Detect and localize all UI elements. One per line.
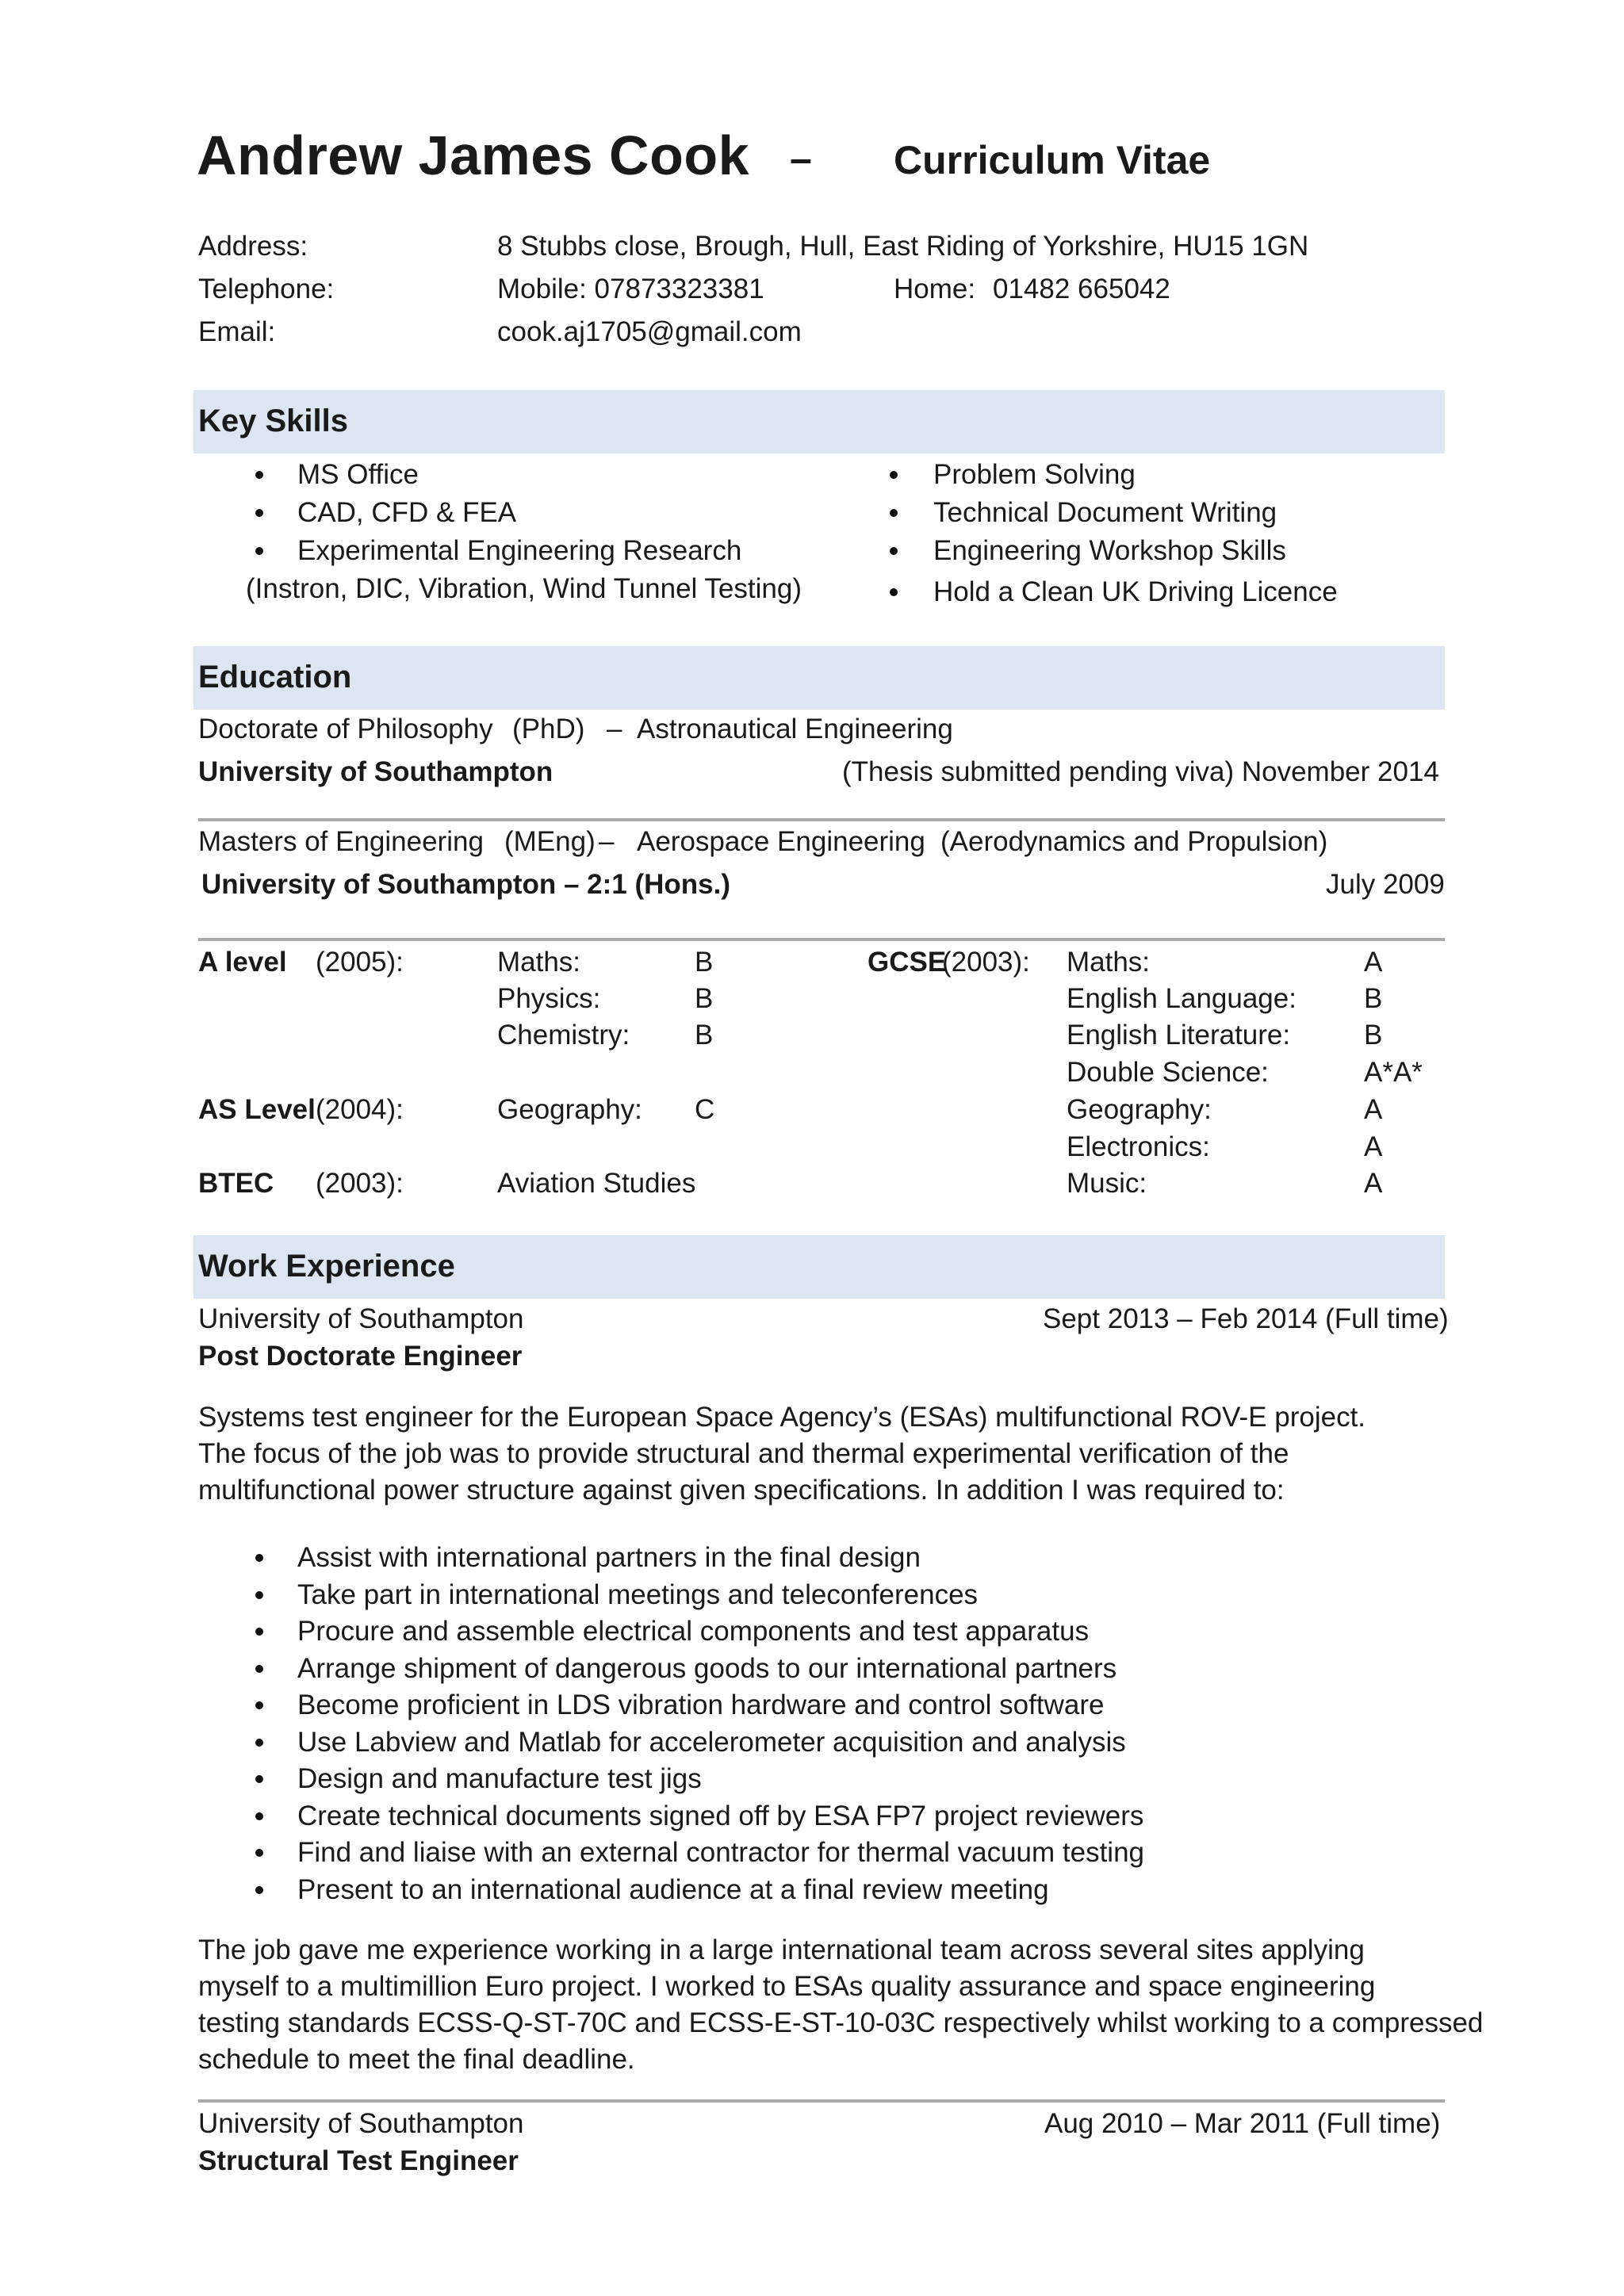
- duty-item: Design and manufacture test jigs: [297, 1763, 702, 1794]
- divider: [198, 2099, 1445, 2103]
- document-title: Curriculum Vitae: [894, 138, 1211, 182]
- bullet-icon: [255, 1739, 263, 1747]
- skill-item: Hold a Clean UK Driving Licence: [933, 576, 1338, 607]
- home-label: Home:: [894, 274, 976, 304]
- gcse-grade: A*A*: [1364, 1057, 1423, 1088]
- bullet-icon: [255, 1812, 263, 1820]
- key-skills-header: [193, 390, 1445, 453]
- bullet-icon: [255, 471, 263, 479]
- bullet-icon: [255, 1701, 263, 1709]
- phd-abbr: (PhD): [512, 714, 585, 744]
- job1-summary-line: myself to a multimillion Euro project. I worked to ESAs quality assurance and space engineering: [198, 1971, 1376, 2002]
- gcse-subject: Maths:: [1067, 947, 1151, 978]
- bullet-icon: [890, 471, 898, 479]
- meng-degree: Masters of Engineering: [198, 826, 484, 857]
- aslevel-grade: C: [695, 1094, 715, 1125]
- bullet-icon: [255, 1665, 263, 1673]
- job1-dates: Sept 2013 – Feb 2014 (Full time): [1043, 1303, 1449, 1334]
- duty-item: Become proficient in LDS vibration hardware and control software: [297, 1689, 1105, 1720]
- gcse-subject: Electronics:: [1067, 1131, 1210, 1162]
- bullet-icon: [255, 547, 263, 555]
- duty-item: Arrange shipment of dangerous goods to our international partners: [297, 1653, 1117, 1684]
- gcse-grade: A: [1364, 1094, 1383, 1125]
- gcse-subject: Music:: [1067, 1168, 1147, 1199]
- key-skills-title: Key Skills: [198, 404, 349, 438]
- meng-subject: Aerospace Engineering: [637, 826, 925, 857]
- bullet-icon: [255, 1849, 263, 1857]
- meng-institution: University of Southampton – 2:1 (Hons.): [201, 869, 730, 900]
- aslevel-subject: Geography:: [497, 1094, 642, 1125]
- work-experience-title: Work Experience: [198, 1249, 455, 1284]
- skill-item: MS Office: [297, 459, 419, 490]
- duty-item: Use Labview and Matlab for accelerometer acquisition and analysis: [297, 1727, 1126, 1758]
- phd-dash: –: [607, 714, 622, 744]
- job2-role: Structural Test Engineer: [198, 2145, 519, 2176]
- gcse-grade: A: [1364, 1168, 1383, 1199]
- gcse-year: (2003):: [942, 947, 1030, 978]
- btec-label: BTEC: [198, 1168, 274, 1199]
- duty-item: Take part in international meetings and teleconferences: [297, 1579, 979, 1610]
- bullet-icon: [255, 1554, 263, 1562]
- bullet-icon: [255, 1886, 263, 1894]
- mobile-number: Mobile: 07873323381: [497, 274, 764, 304]
- phd-date: (Thesis submitted pending viva) November 2014: [842, 756, 1439, 787]
- btec-subject: Aviation Studies: [497, 1168, 696, 1199]
- bullet-icon: [255, 1628, 263, 1636]
- job2-employer: University of Southampton: [198, 2108, 524, 2139]
- meng-date: July 2009: [1326, 869, 1445, 900]
- gcse-grade: B: [1364, 1020, 1383, 1050]
- alevel-label: A level: [198, 947, 287, 978]
- bullet-icon: [890, 588, 898, 596]
- bullet-icon: [890, 509, 898, 517]
- divider: [198, 938, 1445, 941]
- education-title: Education: [198, 660, 352, 695]
- skill-item: CAD, CFD & FEA: [297, 497, 517, 528]
- bullet-icon: [890, 547, 898, 555]
- gcse-subject: English Literature:: [1067, 1020, 1291, 1050]
- aslevel-year: (2004):: [316, 1094, 404, 1125]
- gcse-label: GCSE: [868, 947, 947, 978]
- gcse-subject: Double Science:: [1067, 1057, 1269, 1088]
- skill-item: Technical Document Writing: [933, 497, 1277, 528]
- job1-summary-line: The job gave me experience working in a large international team across several sites applying: [198, 1934, 1365, 1965]
- duty-item: Assist with international partners in the final design: [297, 1542, 921, 1573]
- alevel-year: (2005):: [316, 947, 404, 978]
- address-label: Address:: [198, 231, 308, 262]
- gcse-grade: A: [1364, 947, 1383, 978]
- education-header: [193, 646, 1445, 710]
- job1-role: Post Doctorate Engineer: [198, 1341, 523, 1372]
- alevel-grade: B: [695, 983, 714, 1014]
- job1-summary-line: schedule to meet the final deadline.: [198, 2044, 635, 2075]
- alevel-grade: B: [695, 947, 714, 978]
- btec-year: (2003):: [316, 1168, 404, 1199]
- gcse-grade: B: [1364, 983, 1383, 1014]
- bullet-icon: [255, 1775, 263, 1783]
- work-experience-header: [193, 1235, 1445, 1299]
- email-value: cook.aj1705@gmail.com: [497, 316, 802, 347]
- job1-intro: [198, 1399, 1451, 1509]
- duty-item: Find and liaise with an external contractor for thermal vacuum testing: [297, 1837, 1145, 1868]
- meng-abbr: (MEng): [504, 826, 596, 857]
- phd-subject: Astronautical Engineering: [637, 714, 953, 744]
- aslevel-label: AS Level: [198, 1094, 316, 1125]
- alevel-subject: Physics:: [497, 983, 601, 1014]
- duty-item: Present to an international audience at a final review meeting: [297, 1874, 1049, 1905]
- meng-specialisation: (Aerodynamics and Propulsion): [940, 826, 1328, 857]
- duty-item: Procure and assemble electrical components and test apparatus: [297, 1616, 1090, 1647]
- job1-employer: University of Southampton: [198, 1303, 524, 1334]
- gcse-grade: A: [1364, 1131, 1383, 1162]
- job1-intro-line: The focus of the job was to provide structural and thermal experimental verification of the: [198, 1438, 1289, 1469]
- email-label: Email:: [198, 316, 276, 347]
- meng-dash: –: [599, 826, 615, 857]
- phd-degree: Doctorate of Philosophy: [198, 714, 493, 744]
- job1-summary: [198, 1932, 1484, 2078]
- gcse-subject: Geography:: [1067, 1094, 1212, 1125]
- alevel-grade: B: [695, 1020, 714, 1050]
- bullet-icon: [255, 1591, 263, 1599]
- telephone-label: Telephone:: [198, 274, 335, 304]
- alevel-subject: Chemistry:: [497, 1020, 630, 1050]
- person-name: Andrew James Cook: [197, 124, 750, 186]
- skill-item: Experimental Engineering Research: [297, 535, 742, 566]
- alevel-subject: Maths:: [497, 947, 581, 978]
- skill-item: Problem Solving: [933, 459, 1136, 490]
- divider: [198, 818, 1445, 821]
- title-dash: –: [790, 136, 812, 181]
- phd-institution: University of Southampton: [198, 756, 553, 787]
- job1-intro-line: multifunctional power structure against given specifications. In addition I was required to:: [198, 1475, 1285, 1506]
- job2-dates: Aug 2010 – Mar 2011 (Full time): [1044, 2108, 1441, 2139]
- skill-note: (Instron, DIC, Vibration, Wind Tunnel Testing): [246, 573, 802, 604]
- job1-intro-line: Systems test engineer for the European Space Agency’s (ESAs) multifunctional ROV-E project.: [198, 1402, 1366, 1433]
- duty-item: Create technical documents signed off by ESA FP7 project reviewers: [297, 1800, 1144, 1831]
- address-value: 8 Stubbs close, Brough, Hull, East Riding of Yorkshire, HU15 1GN: [497, 231, 1309, 262]
- bullet-icon: [255, 509, 263, 517]
- job1-summary-line: testing standards ECSS-Q-ST-70C and ECSS-E-ST-10-03C respectively whilst working to a compressed: [198, 2007, 1484, 2038]
- gcse-subject: English Language:: [1067, 983, 1297, 1014]
- skill-item: Engineering Workshop Skills: [933, 535, 1286, 566]
- home-number: 01482 665042: [993, 274, 1170, 304]
